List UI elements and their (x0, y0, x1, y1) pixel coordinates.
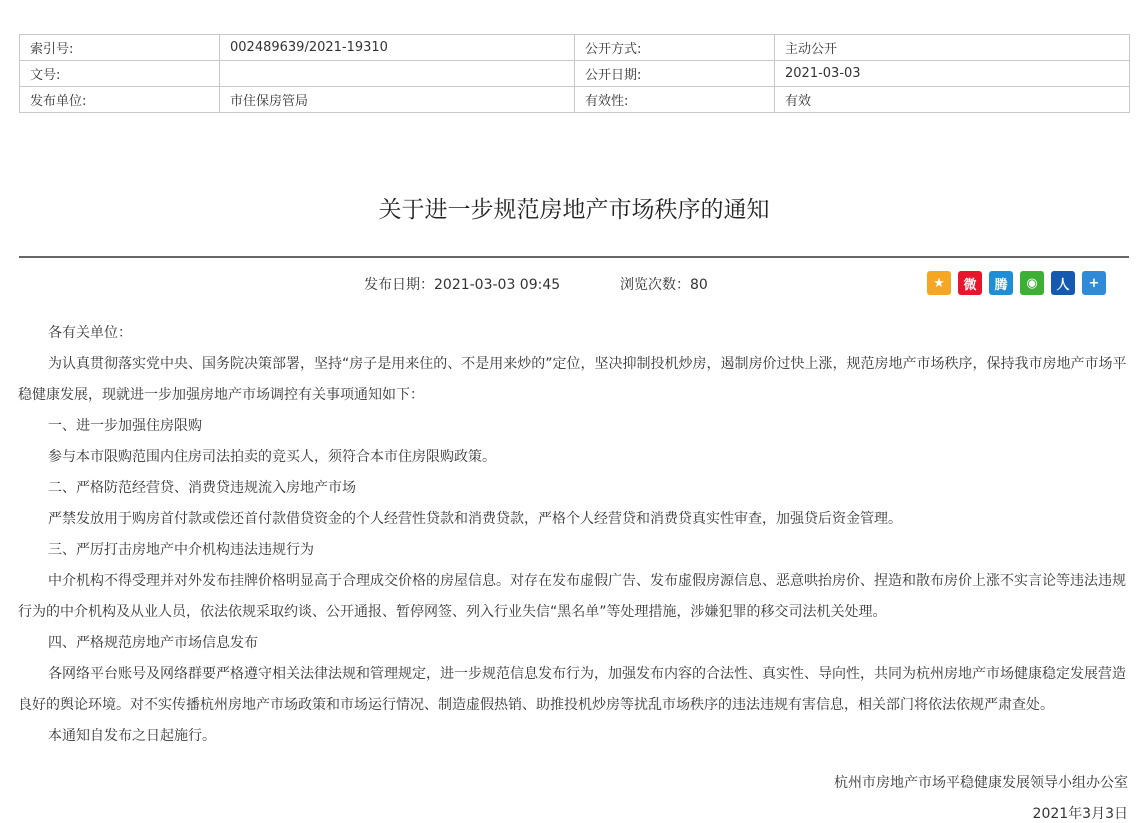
body-paragraph: 各网络平台账号及网络群要严格遵守相关法律法规和管理规定，进一步规范信息发布行为，加强发布内容的合法性、真实性、导向性，共同为杭州房地产市场健康稳定发展营造良好的舆论环境。对不实传播杭州房地产市场政策和市场运行情况、制造虚假热销、助推投机炒房等扰乱市场秩序的违法违规有害信息，相关部门将依法依规严肃查处。 (18, 666, 1126, 713)
document-body (18, 318, 1130, 752)
section-heading: 一、进一步加强住房限购 (48, 418, 202, 434)
validity-value: 有效 (775, 87, 1130, 113)
disclosure-method-value: 主动公开 (775, 35, 1130, 61)
more-share-icon[interactable]: + (1082, 271, 1106, 295)
renren-icon[interactable]: 人 (1051, 271, 1075, 295)
body-paragraph: 为认真贯彻落实党中央、国务院决策部署，坚持“房子是用来住的、不是用来炒的”定位，坚决抑制投机炒房，遏制房价过快上涨，规范房地产市场秩序，保持我市房地产市场平稳健康发展，现就进一步加强房地产市场调控有关事项通知如下： (18, 356, 1127, 403)
section-heading: 四、严格规范房地产市场信息发布 (48, 635, 258, 651)
disclosure-method-label: 公开方式: (575, 35, 775, 61)
index-number-value: 002489639/2021-19310 (220, 35, 575, 61)
share-toolbar (927, 271, 1106, 295)
issuing-unit-value: 市住保房管局 (220, 87, 575, 113)
qzone-star-icon[interactable]: ★ (927, 271, 951, 295)
meta-row (20, 61, 1130, 87)
document-meta-table (19, 34, 1130, 113)
document-title: 关于进一步规范房地产市场秩序的通知 (378, 197, 770, 223)
body-paragraph: 严禁发放用于购房首付款或偿还首付款借贷资金的个人经营性贷款和消费贷款，严格个人经营贷和消费贷真实性审查，加强贷后资金管理。 (48, 511, 902, 527)
disclosure-date-label: 公开日期: (575, 61, 775, 87)
publication-info (0, 271, 1148, 295)
salutation: 各有关单位： (48, 325, 132, 341)
body-paragraph: 参与本市限购范围内住房司法拍卖的竞买人，须符合本市住房限购政策。 (48, 449, 496, 465)
validity-label: 有效性: (575, 87, 775, 113)
meta-row (20, 35, 1130, 61)
tencent-weibo-icon[interactable]: 腾 (989, 271, 1013, 295)
issuing-unit-label: 发布单位: (20, 87, 220, 113)
meta-row (20, 87, 1130, 113)
disclosure-date-value: 2021-03-03 (775, 61, 1130, 87)
publish-date: 发布日期：2021-03-03 09:45 (364, 277, 561, 293)
body-paragraph: 中介机构不得受理并对外发布挂牌价格明显高于合理成交价格的房屋信息。对存在发布虚假广告、发布虚假房源信息、恶意哄抬房价、捏造和散布房价上涨不实言论等违法违规行为的中介机构及从业人员，依法依规采取约谈、公开通报、暂停网签、列入行业失信“黑名单”等处理措施，涉嫌犯罪的移交司法机关处理。 (18, 573, 1126, 620)
view-count: 浏览次数：80 (620, 277, 708, 293)
section-heading: 三、严厉打击房地产中介机构违法违规行为 (48, 542, 314, 558)
document-number-label: 文号: (20, 61, 220, 87)
document-number-value (220, 61, 575, 87)
section-heading: 二、严格防范经营贷、消费贷违规流入房地产市场 (48, 480, 356, 496)
wechat-icon[interactable]: ◉ (1020, 271, 1044, 295)
weibo-icon[interactable]: 微 (958, 271, 982, 295)
title-divider (19, 256, 1129, 258)
signature-date: 2021年3月3日 (1032, 806, 1128, 822)
closing-line: 本通知自发布之日起施行。 (48, 728, 216, 744)
index-number-label: 索引号: (20, 35, 220, 61)
signature-organization: 杭州市房地产市场平稳健康发展领导小组办公室 (834, 775, 1128, 791)
